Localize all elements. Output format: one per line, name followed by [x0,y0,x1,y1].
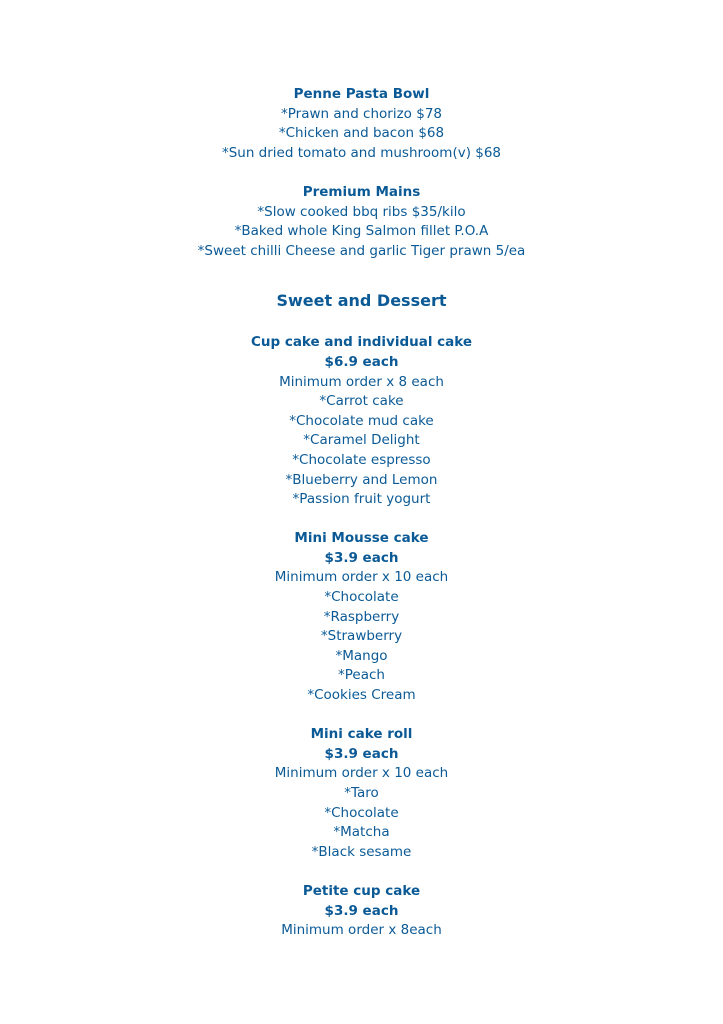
section-heading-cupcake: Cup cake and individual cake [250,334,473,351]
menu-item: *Taro [344,785,379,801]
menu-item: *Matcha [333,824,390,841]
menu-item: *Passion fruit yogurt [292,491,431,508]
section-heading-roll: Mini cake roll [310,726,413,743]
section-heading-pasta: Penne Pasta Bowl [293,86,430,102]
minimum-order: Minimum order x 10 each [274,569,449,586]
menu-item: *Cookies Cream [307,687,416,704]
section-heading-premium: Premium Mains [302,183,421,200]
menu-item: *Raspberry [323,608,400,625]
menu-content [0,85,723,941]
menu-item: *Chicken and bacon $68 [278,125,445,142]
minimum-order: Minimum order x 8 each [279,373,444,390]
section-heading-petite: Petite cup cake [302,882,421,899]
minimum-order: Minimum order x 10 each [274,765,449,782]
menu-item: *Carrot cake [319,393,404,410]
price-label: $3.9 each [324,902,399,919]
menu-item: *Strawberry [320,628,403,645]
menu-item: *Chocolate mud cake [289,412,434,429]
price-label: $6.9 each [324,353,399,370]
price-label: $3.9 each [324,745,399,762]
menu-item: *Chocolate [324,589,399,606]
menu-item: *Peach [338,667,385,684]
menu-item: *Prawn and chorizo $78 [281,105,442,122]
menu-item: *Caramel Delight [303,432,420,449]
menu-item: *Blueberry and Lemon [285,471,438,488]
menu-item: *Baked whole King Salmon fillet P.O.A [234,223,489,240]
menu-item: *Slow cooked bbq ribs $35/kilo [257,203,466,220]
menu-item: *Chocolate [324,804,399,821]
section-heading-mousse: Mini Mousse cake [294,530,429,547]
dessert-title: Sweet and Dessert [276,291,447,311]
menu-item: *Black sesame [311,843,412,860]
menu-item: *Mango [335,647,388,664]
minimum-order: Minimum order x 8each [281,922,442,939]
price-label: $3.9 each [324,549,399,566]
menu-item: *Chocolate espresso [292,451,431,468]
menu-item: *Sweet chilli Cheese and garlic Tiger prawn 5/ea [197,242,526,259]
menu-item: *Sun dried tomato and mushroom(v) $68 [221,144,502,161]
